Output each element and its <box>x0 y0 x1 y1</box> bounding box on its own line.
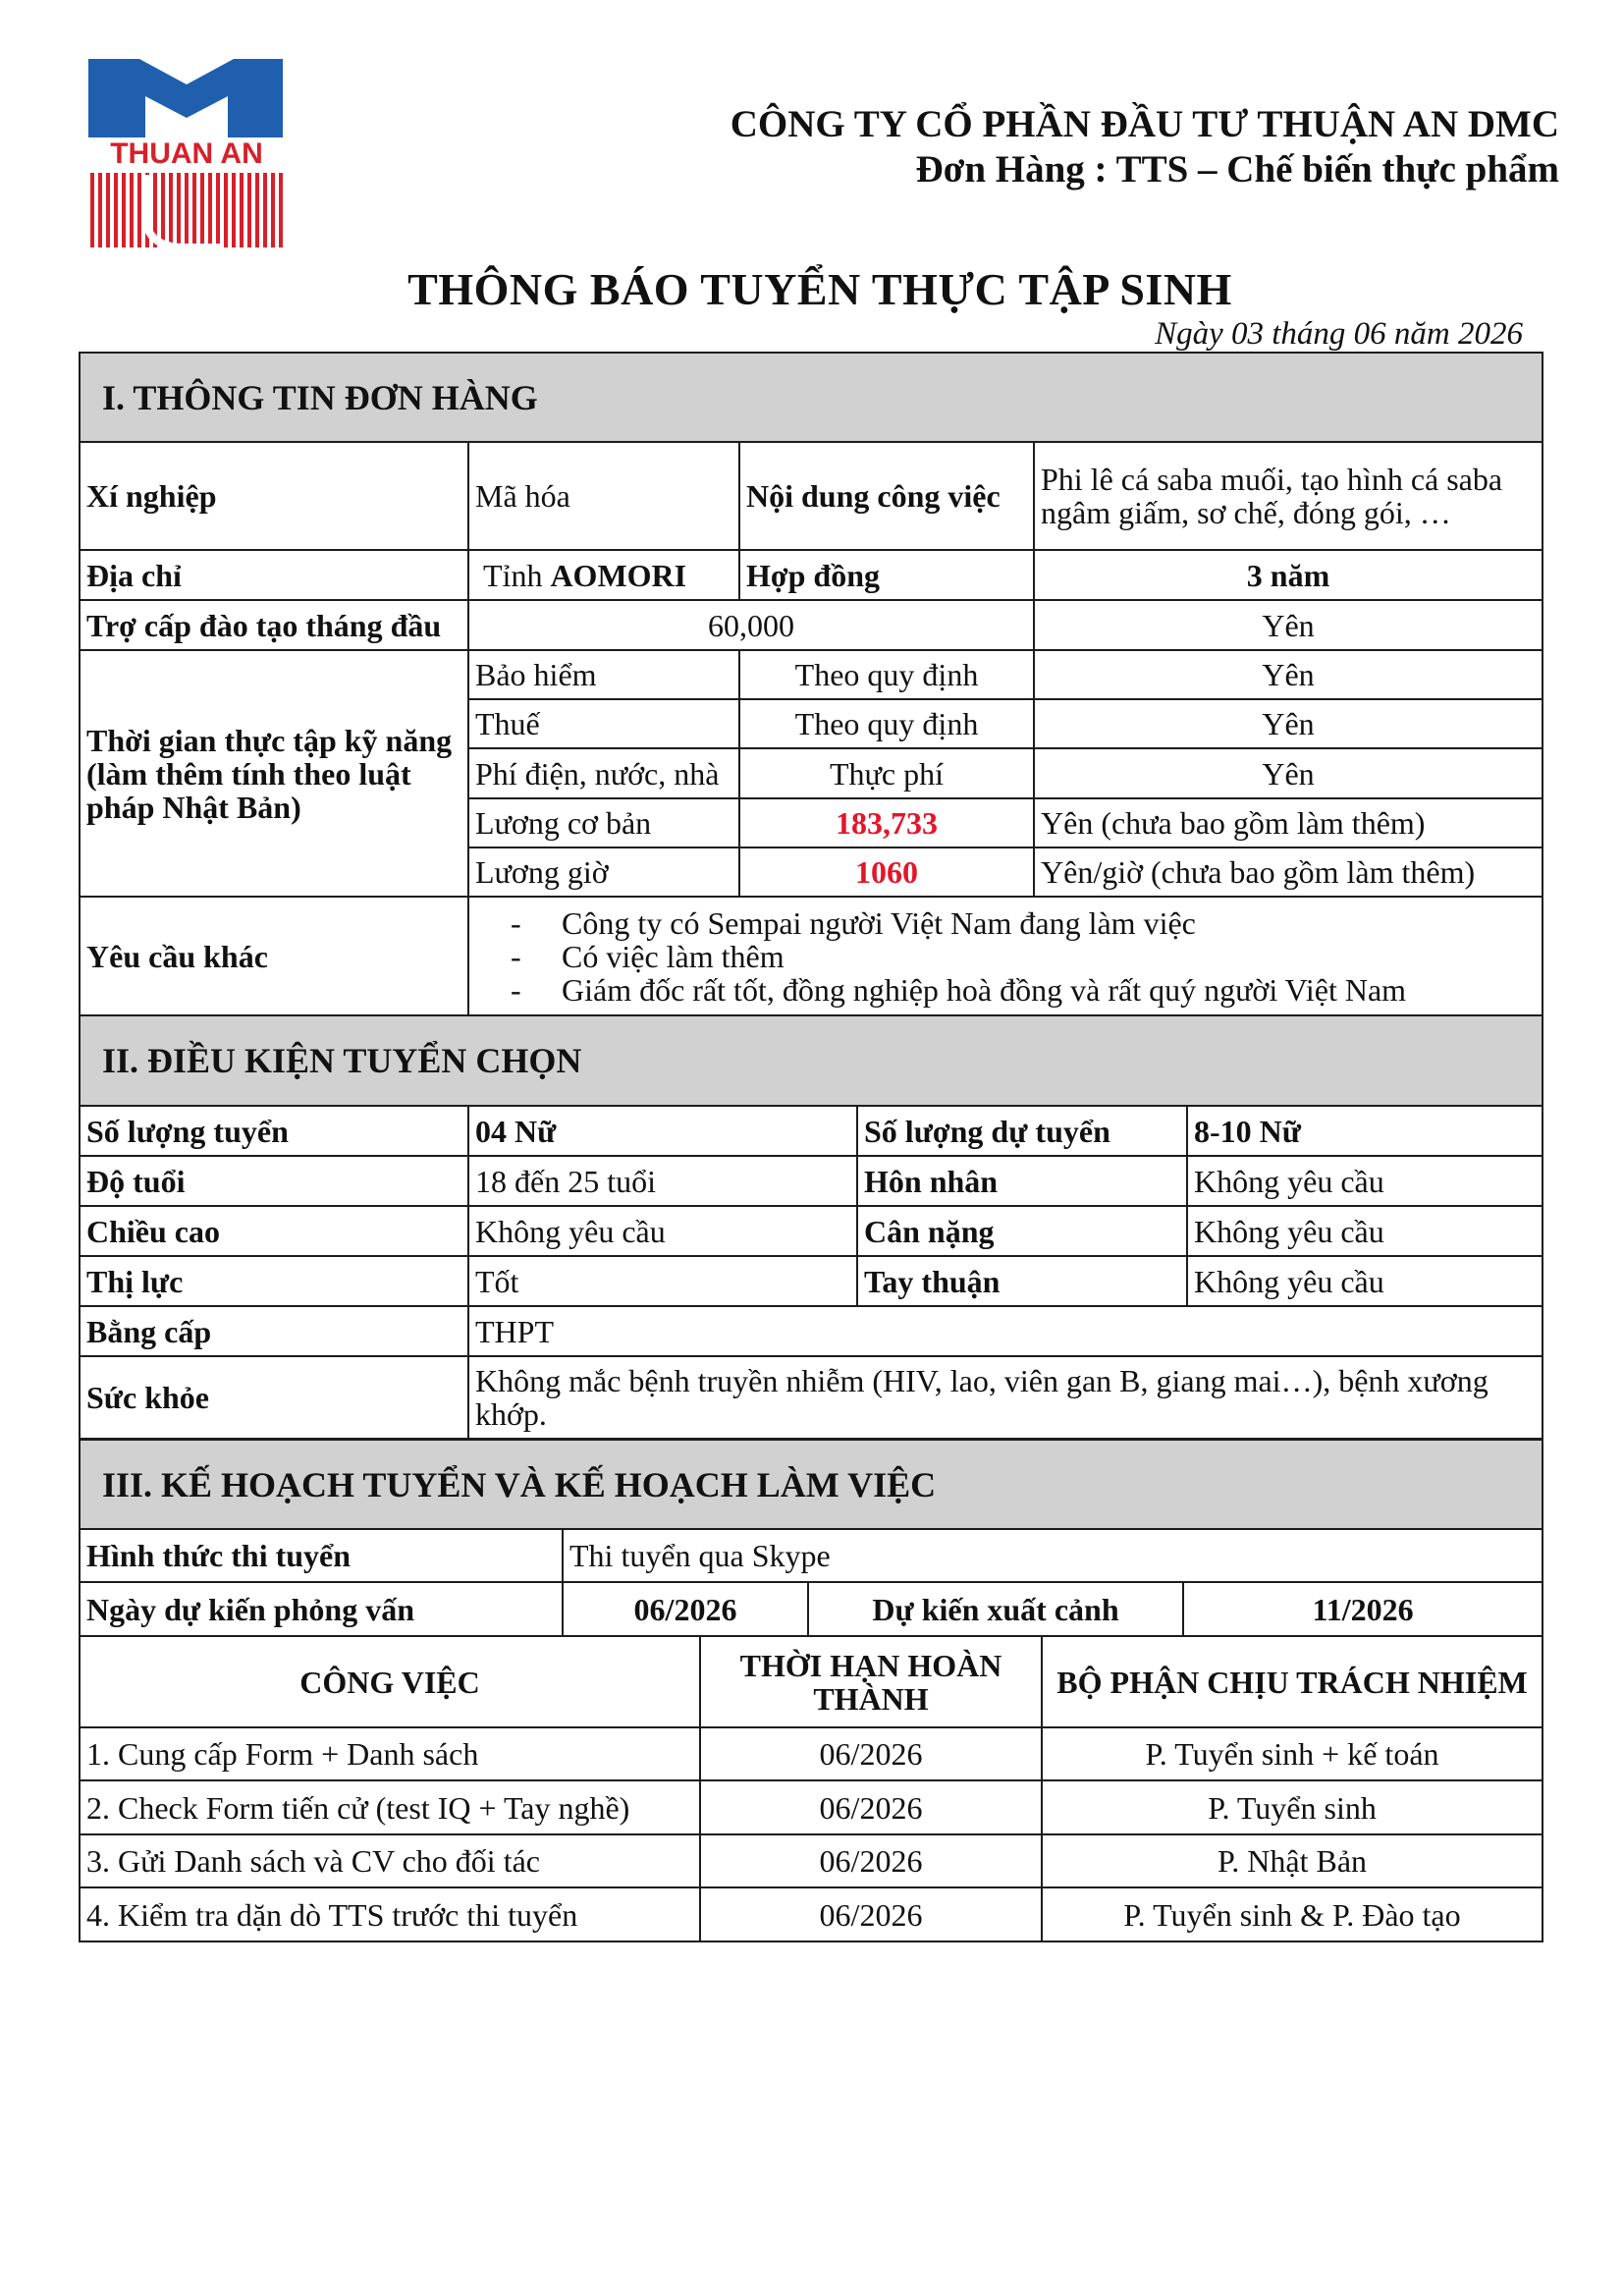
degree-value: THPT <box>468 1306 1543 1356</box>
list-item: - Công ty có Sempai người Việt Nam đang làm việc <box>475 906 1536 940</box>
height-label: Chiều cao <box>80 1206 468 1256</box>
eyesight-value: Tốt <box>468 1256 857 1306</box>
utilities-unit: Yên <box>1034 748 1543 798</box>
deadline-cell: 06/2026 <box>700 1780 1042 1834</box>
degree-label: Bằng cấp <box>80 1306 468 1356</box>
age-label: Độ tuổi <box>80 1156 468 1206</box>
other-requirements <box>468 897 1543 1015</box>
candidates-value: 8-10 Nữ <box>1187 1106 1543 1156</box>
company-logo <box>86 57 288 253</box>
deadline-cell: 06/2026 <box>700 1727 1042 1780</box>
allowance-unit: Yên <box>1034 600 1543 650</box>
departure-label: Dự kiến xuất cảnh <box>808 1582 1183 1636</box>
list-item: - Có việc làm thêm <box>475 940 1536 973</box>
order-name: Đơn Hàng : TTS – Chế biến thực phẩm <box>915 148 1559 191</box>
quota-label: Số lượng tuyển <box>80 1106 468 1156</box>
tax-unit: Yên <box>1034 699 1543 748</box>
address-value: Tỉnh AOMORI <box>468 550 739 600</box>
hourly-wage-unit: Yên/giờ (chưa bao gồm làm thêm) <box>1034 847 1543 897</box>
exam-label: Hình thức thi tuyển <box>80 1529 563 1582</box>
section-selection-criteria <box>79 1014 1543 1440</box>
interview-label: Ngày dự kiến phỏng vấn <box>80 1582 563 1636</box>
table-row <box>80 1887 1543 1941</box>
period-label: Thời gian thực tập kỹ năng (làm thêm tính theo luật pháp Nhật Bản) <box>80 650 468 897</box>
table-row <box>80 1780 1543 1834</box>
handedness-label: Tay thuận <box>857 1256 1187 1306</box>
job-value: Phi lê cá saba muối, tạo hình cá saba ngâm giấm, sơ chế, đóng gói, … <box>1034 442 1543 550</box>
column-header-task: CÔNG VIỆC <box>80 1636 700 1727</box>
candidates-label: Số lượng dự tuyển <box>857 1106 1187 1156</box>
table-row <box>80 1834 1543 1887</box>
address-label: Địa chỉ <box>80 550 468 600</box>
deadline-cell: 06/2026 <box>700 1887 1042 1941</box>
task-cell: 2. Check Form tiến cử (test IQ + Tay nghề) <box>80 1780 700 1834</box>
marital-label: Hôn nhân <box>857 1156 1187 1206</box>
weight-value: Không yêu cầu <box>1187 1206 1543 1256</box>
other-requirements-label: Yêu cầu khác <box>80 897 468 1015</box>
insurance-value: Theo quy định <box>739 650 1034 699</box>
section-heading: III. KẾ HOẠCH TUYỂN VÀ KẾ HOẠCH LÀM VIỆC <box>80 1440 1543 1529</box>
health-value: Không mắc bệnh truyền nhiễm (HIV, lao, viên gan B, giang mai…), bệnh xương khớp. <box>468 1356 1543 1439</box>
insurance-unit: Yên <box>1034 650 1543 699</box>
factory-value: Mã hóa <box>468 442 739 550</box>
interview-value: 06/2026 <box>563 1582 808 1636</box>
table-row <box>80 1727 1543 1780</box>
task-cell: 1. Cung cấp Form + Danh sách <box>80 1727 700 1780</box>
contract-label: Hợp đồng <box>739 550 1034 600</box>
section-heading: I. THÔNG TIN ĐƠN HÀNG <box>80 353 1543 442</box>
quota-value: 04 Nữ <box>468 1106 857 1156</box>
allowance-label: Trợ cấp đào tạo tháng đầu <box>80 600 468 650</box>
handedness-value: Không yêu cầu <box>1187 1256 1543 1306</box>
deadline-cell: 06/2026 <box>700 1834 1042 1887</box>
hourly-wage-label: Lương giờ <box>468 847 739 897</box>
document-date: Ngày 03 tháng 06 năm 2026 <box>1155 316 1523 352</box>
insurance-label: Bảo hiểm <box>468 650 739 699</box>
base-salary-label: Lương cơ bản <box>468 798 739 847</box>
page-title: THÔNG BÁO TUYỂN THỰC TẬP SINH <box>407 264 1232 314</box>
task-cell: 4. Kiểm tra dặn dò TTS trước thi tuyển <box>80 1887 700 1941</box>
utilities-value: Thực phí <box>739 748 1034 798</box>
base-salary-value: 183,733 <box>739 798 1034 847</box>
section-plan <box>79 1439 1543 1942</box>
document-header <box>731 102 1559 192</box>
section-order-info <box>79 352 1543 1016</box>
department-cell: P. Tuyển sinh + kế toán <box>1042 1727 1543 1780</box>
tax-label: Thuế <box>468 699 739 748</box>
company-name: CÔNG TY CỔ PHẦN ĐẦU TƯ THUẬN AN DMC <box>730 103 1559 145</box>
eyesight-label: Thị lực <box>80 1256 468 1306</box>
department-cell: P. Tuyển sinh & P. Đào tạo <box>1042 1887 1543 1941</box>
department-cell: P. Tuyển sinh <box>1042 1780 1543 1834</box>
weight-label: Cân nặng <box>857 1206 1187 1256</box>
contract-value: 3 năm <box>1034 550 1543 600</box>
marital-value: Không yêu cầu <box>1187 1156 1543 1206</box>
utilities-label: Phí điện, nước, nhà <box>468 748 739 798</box>
health-label: Sức khỏe <box>80 1356 468 1439</box>
job-label: Nội dung công việc <box>739 442 1034 550</box>
svg-text:THUAN AN: THUAN AN <box>110 137 263 170</box>
hourly-wage-value: 1060 <box>739 847 1034 897</box>
column-header-deadline: THỜI HẠN HOÀN THÀNH <box>700 1636 1042 1727</box>
section-heading: II. ĐIỀU KIỆN TUYỂN CHỌN <box>80 1015 1543 1106</box>
exam-value: Thi tuyển qua Skype <box>563 1529 1543 1582</box>
height-value: Không yêu cầu <box>468 1206 857 1256</box>
factory-label: Xí nghiệp <box>80 442 468 550</box>
tax-value: Theo quy định <box>739 699 1034 748</box>
department-cell: P. Nhật Bản <box>1042 1834 1543 1887</box>
departure-value: 11/2026 <box>1183 1582 1543 1636</box>
allowance-value: 60,000 <box>468 600 1034 650</box>
column-header-department: BỘ PHẬN CHỊU TRÁCH NHIỆM <box>1042 1636 1543 1727</box>
task-cell: 3. Gửi Danh sách và CV cho đối tác <box>80 1834 700 1887</box>
base-salary-unit: Yên (chưa bao gồm làm thêm) <box>1034 798 1543 847</box>
list-item: - Giám đốc rất tốt, đồng nghiệp hoà đồng và rất quý người Việt Nam <box>475 973 1536 1007</box>
age-value: 18 đến 25 tuổi <box>468 1156 857 1206</box>
